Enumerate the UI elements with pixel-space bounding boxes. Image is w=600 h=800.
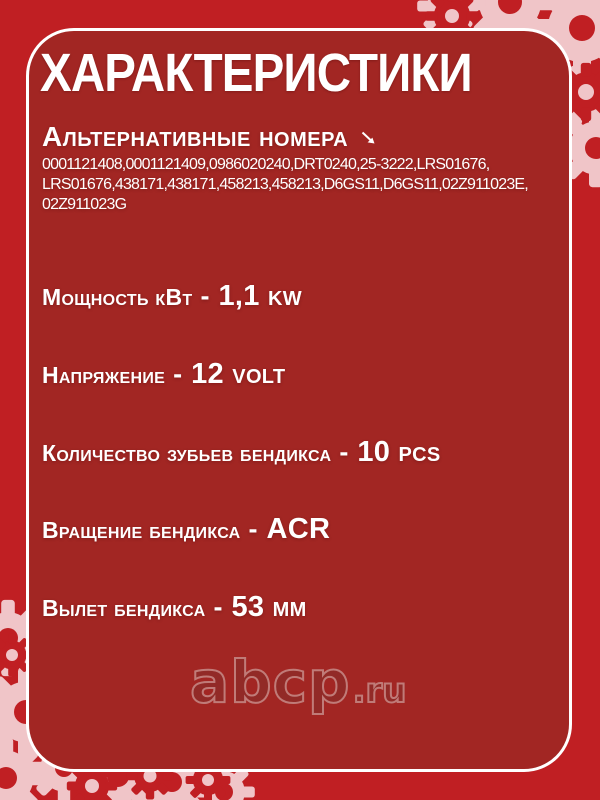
page-title: ХАРАКТЕРИСТИКИ bbox=[40, 43, 472, 103]
alt-numbers-heading-label: Альтернативные номера bbox=[42, 121, 349, 152]
alt-numbers-list bbox=[42, 155, 528, 215]
spec-row-pinion-teeth bbox=[42, 436, 441, 470]
spec-value: ACR bbox=[266, 513, 331, 545]
spec-label: Напряжение bbox=[42, 362, 166, 388]
alt-numbers-line: 0001121408,0001121409,0986020240,DRT0240,25-3222,LRS01676, bbox=[42, 156, 490, 173]
spec-separator: - bbox=[248, 514, 258, 544]
spec-value: 53 мм bbox=[231, 591, 307, 623]
alt-numbers-heading bbox=[42, 122, 378, 153]
spec-row-pinion-offset bbox=[42, 591, 307, 625]
spec-separator: - bbox=[173, 359, 183, 389]
watermark-suffix-text: .ru bbox=[352, 671, 407, 712]
spec-value: 10 pcs bbox=[357, 436, 441, 468]
alt-numbers-line: 02Z911023G bbox=[42, 196, 127, 213]
spec-separator: - bbox=[200, 281, 210, 311]
spec-value: 12 volt bbox=[191, 358, 286, 390]
spec-row-voltage bbox=[42, 358, 285, 392]
spec-separator: - bbox=[213, 592, 223, 622]
alt-numbers-line: LRS01676,438171,438171,458213,458213,D6GS11,D6GS11,02Z911023E, bbox=[42, 176, 528, 193]
spec-label: Мощность кВт bbox=[42, 284, 193, 310]
spec-label: Вращение бендикса bbox=[42, 517, 241, 543]
spec-label: Количество зубьев бендикса bbox=[42, 440, 332, 466]
spec-row-power bbox=[42, 280, 302, 314]
watermark-main-text: abcp bbox=[190, 648, 351, 716]
spec-value: 1,1 kw bbox=[218, 280, 302, 312]
abcp-watermark-logo bbox=[190, 648, 407, 716]
arrow-down-right-icon bbox=[360, 130, 378, 148]
spec-separator: - bbox=[339, 437, 349, 467]
spec-label: Вылет бендикса bbox=[42, 595, 206, 621]
spec-row-pinion-rotation bbox=[42, 513, 330, 547]
